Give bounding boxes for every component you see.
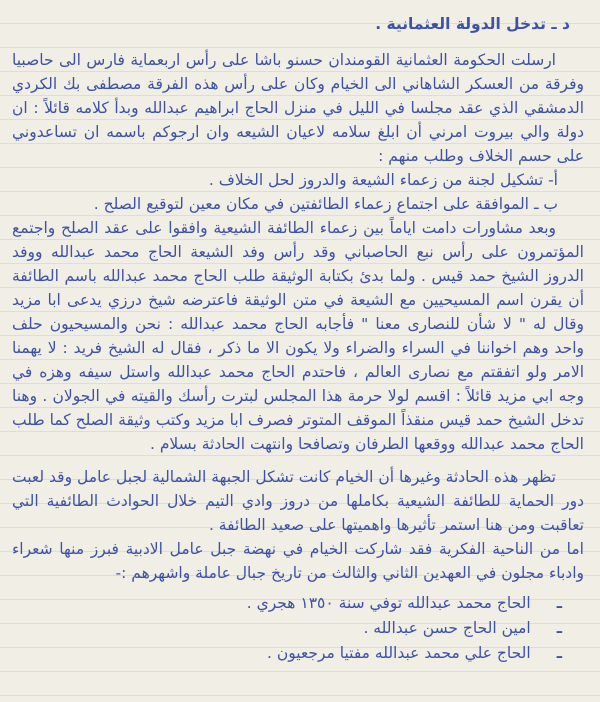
notable-item: [12, 641, 584, 666]
paragraph-reconciliation: وبعد مشاورات دامت اياماً بين زعماء الطائفة الشيعية وافقوا على عقد الصلح واجتمع المؤتمرون على رأس نبع الحاصباني وقد رأس وفد الشيعة الحاج محمد عبدالله ووفد الدروز الشيخ حمد قيس . ولما بدئ بكتابة الوثيقة طلب الحاج محمد عبدالله باسم الطائفة أن يقرن اسم المسيحيين مع الشيعة في متن الوثيقة فاعترضه شيخ درزي يدعى ابا مزيد وقال له " لا شأن للنصارى معنا " فأجابه الحاج محمد عبدالله : نحن والمسيحيون حلف واحد وهم اخواننا في السراء والضراء ولا يكون الا ما ذكر ، فقال له الشيخ فريد : لا يهمنا الامر ولو اتفقتم مع نصارى العالم ، فاحتدم الحاج محمد عبدالله واستل سيفه وهزه في وجه ابي مزيد قائلاً : اقسم لولا حرمة هذا المجلس لبترت رأسك والقيته في الجولان . وهنا تدخل الشيخ حمد قيس منقذاً الموقف المتوتر فصرف ابا مزيد وكتب وثيقة الصلح كما طلب الحاج محمد عبدالله ووقعها الطرفان وتصافحا وانتهت الحادثة بسلام .: [12, 219, 584, 453]
paragraph-significance: تظهر هذه الحادثة وغيرها أن الخيام كانت تشكل الجبهة الشمالية لجبل عامل وقد لعبت دور الحماية للطائفة الشيعية بكاملها من دروز وادي التيم خلال الحوادث الطائفية التي تعاقبت ومن هنا استمر تأثيرها واهميتها على صعيد الطائفة .: [12, 468, 584, 534]
clause-b: [12, 192, 584, 216]
section-heading: د ـ تدخل الدولة العثمانية .: [375, 15, 570, 33]
clause-b-label: ب ـ: [533, 195, 558, 213]
notable-text: الحاج محمد عبدالله توفي سنة ١٣٥٠ هجري .: [246, 594, 531, 612]
notable-item: [12, 616, 584, 641]
paragraph-literary: اما من الناحية الفكرية فقد شاركت الخيام في نهضة جبل عامل الادبية فبرز منها شعراء وادباء مجلون في العهدين الثاني والثالث من تاريخ جبال عاملة واشهرهم :-: [12, 540, 584, 582]
clause-a-text: تشكيل لجنة من زعماء الشيعة والدروز لحل الخلاف .: [208, 171, 544, 189]
clause-b-text: الموافقة على اجتماع زعماء الطائفتين في مكان معين لتوقيع الصلح .: [93, 195, 529, 213]
clause-a-label: أ-: [548, 171, 558, 189]
notable-text: الحاج علي محمد عبدالله مفتيا مرجعيون .: [266, 644, 531, 662]
list-dash: ـ: [556, 619, 562, 637]
list-dash: ـ: [556, 594, 562, 612]
notables-list: [12, 591, 584, 666]
notable-text: امين الحاج حسن عبدالله .: [363, 619, 531, 637]
list-dash: ـ: [556, 644, 562, 662]
paragraph-ottoman-intervention: ارسلت الحكومة العثمانية القومندان حسنو باشا على رأس اربعماية فارس الى حاصبيا وفرقة من العسكر الشاهاني الى الخيام وكان على رأس هذه الفرقة مصطفى بك الكردي الدمشقي الذي عقد مجلسا في الليل في منزل الحاج ابراهيم عبدالله وبدأ كلامه قائلاً : ان دولة والي بيروت امرني أن ابلغ سلامه لاعيان الشيعه وان ارجوكم باسمه ان تساعدوني على حسم الخلاف وطلب منهم :: [12, 51, 584, 165]
clause-a: [12, 168, 584, 192]
notable-item: [12, 591, 584, 616]
